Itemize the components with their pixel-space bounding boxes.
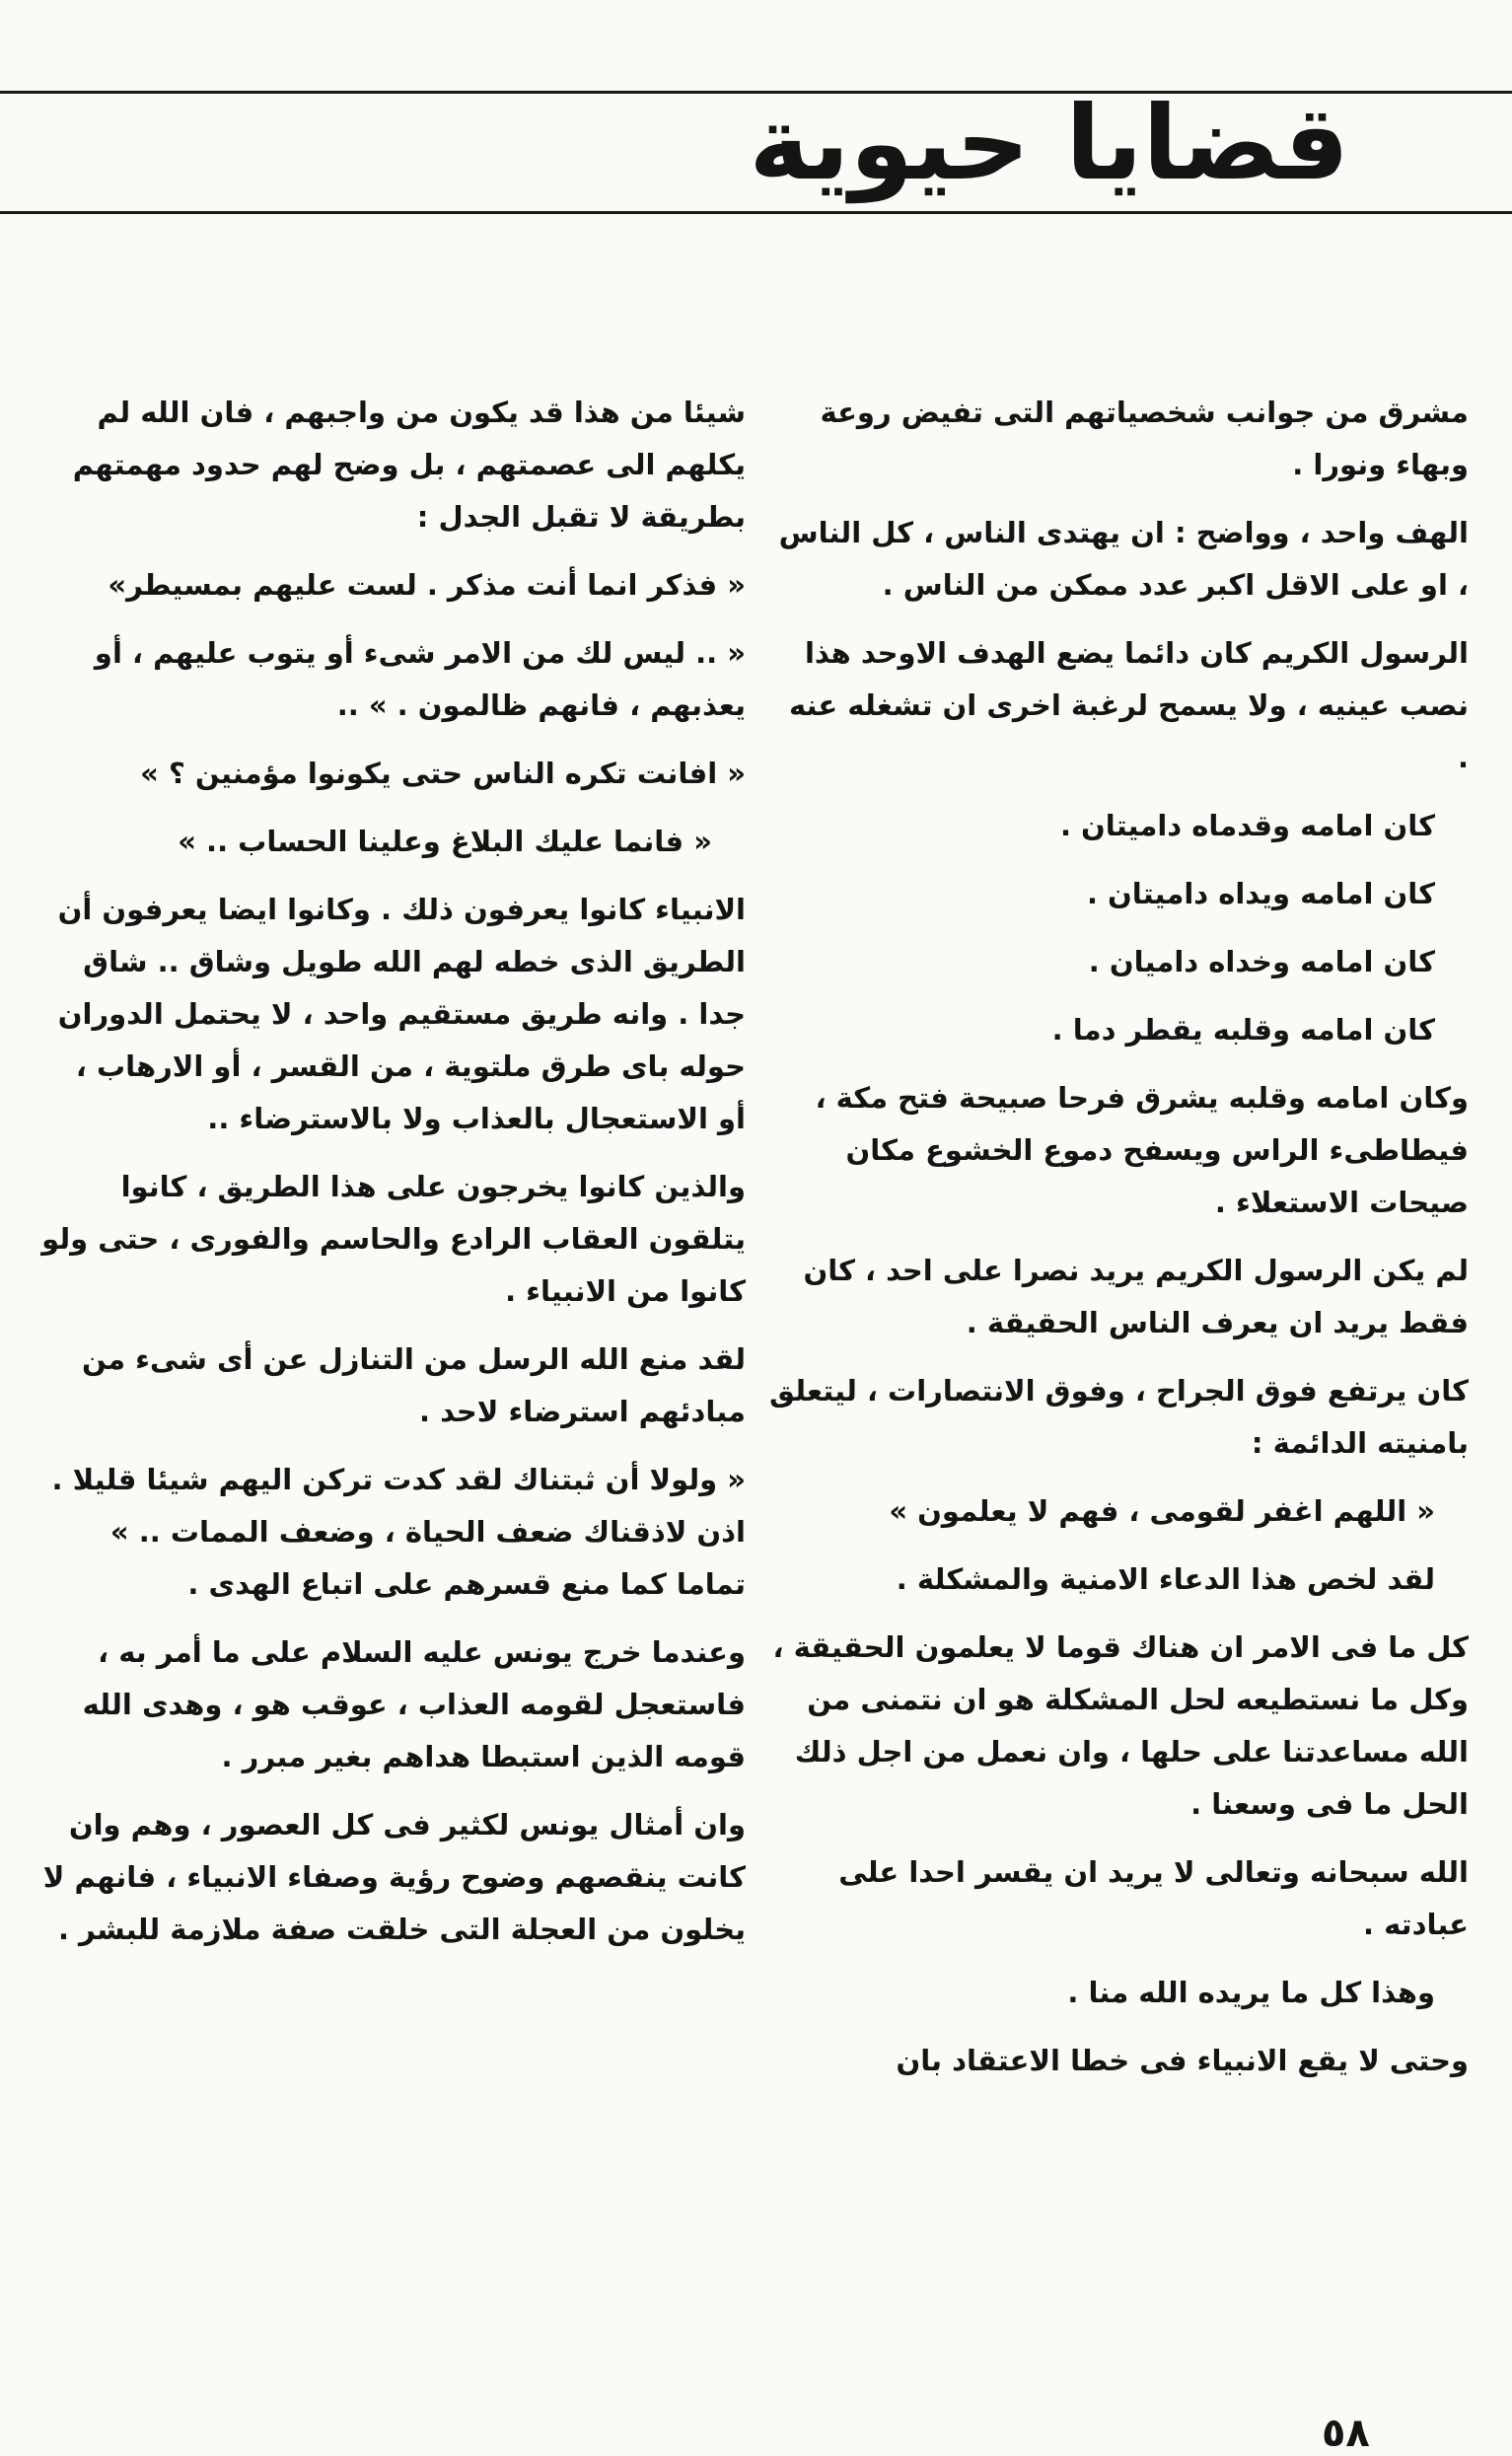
quote: « ولولا أن ثبتناك لقد كدت تركن اليهم شيئا قليلا . اذن لاذقناك ضعف الحياة ، وضعف الممات .. » تماما كما منع قسرهم على اتباع الهدى . — [51, 1463, 746, 1601]
page-number: ٥٨ — [1322, 2411, 1370, 2456]
text-column-right — [768, 387, 1469, 2103]
paragraph: كان يرتفع فوق الجراح ، وفوق الانتصارات ، ليتعلق بامنيته الدائمة : — [768, 1374, 1469, 1460]
paragraph: لم يكن الرسول الكريم يريد نصرا على احد ، كان فقط يريد ان يعرف الناس الحقيقة . — [803, 1254, 1469, 1339]
paragraph: لقد لخص هذا الدعاء الامنية والمشكلة . — [896, 1562, 1435, 1596]
quote: « اللهم اغفر لقومى ، فهم لا يعلمون » — [889, 1494, 1435, 1528]
paragraph: وان أمثال يونس لكثير فى كل العصور ، وهم وان كانت ينقصهم وضوح رؤية وصفاء الانبياء ، فانهم لا يخلون من العجلة التى خلقت صفة ملازمة للبشر . — [42, 1808, 746, 1946]
quote: « فذكر انما أنت مذكر . لست عليهم بمسيطر» — [108, 568, 746, 602]
paragraph: والذين كانوا يخرجون على هذا الطريق ، كانوا يتلقون العقاب الرادع والحاسم والفورى ، حتى ولو كانوا من الانبياء . — [41, 1170, 746, 1308]
quote: « فانما عليك البلاغ وعلينا الحساب .. » — [178, 825, 712, 858]
paragraph: وهذا كل ما يريده الله منا . — [1067, 1976, 1435, 2009]
paragraph: كان امامه وقدماه داميتان . — [1059, 809, 1435, 842]
paragraph: وكان امامه وقلبه يشرق فرحا صبيحة فتح مكة ، فيطاطىء الراس ويسفح دموع الخشوع مكان صيحات الاستعلاء . — [815, 1081, 1469, 1219]
paragraph: مشرق من جوانب شخصياتهم التى تفيض روعة وبهاء ونورا . — [820, 396, 1469, 481]
paragraph: الله سبحانه وتعالى لا يريد ان يقسر احدا على عبادته . — [838, 1855, 1469, 1941]
paragraph: كل ما فى الامر ان هناك قوما لا يعلمون الحقيقة ، وكل ما نستطيعه لحل المشكلة هو ان نتمنى من الله مساعدتنا على حلها ، وان نعمل من اجل ذلك الحل ما فى وسعنا . — [772, 1630, 1469, 1821]
quote: « .. ليس لك من الامر شىء أو يتوب عليهم ، أو يعذبهم ، فانهم ظالمون . » .. — [94, 636, 746, 722]
paragraph: شيئا من هذا قد يكون من واجبهم ، فان الله لم يكلهم الى عصمتهم ، بل وضح لهم حدود مهمتهم بطريقة لا تقبل الجدل : — [72, 396, 746, 534]
paragraph: الانبياء كانوا يعرفون ذلك . وكانوا ايضا يعرفون أن الطريق الذى خطه لهم الله طويل وشاق .. شاق جدا . وانه طريق مستقيم واحد ، لا يحتمل الدوران حوله باى طرق ملتوية ، من القسر ، أو الارهاب ، أو الاستعجال بالعذاب ولا بالاسترضاء .. — [57, 893, 746, 1135]
header-rule-bottom — [0, 211, 1512, 214]
section-title: قضايا حيوية — [749, 83, 1349, 203]
paragraph: وعندما خرج يونس عليه السلام على ما أمر به ، فاستعجل لقومه العذاب ، عوقب هو ، وهدى الله قومه الذين استبطا هداهم بغير مبرر . — [82, 1635, 746, 1773]
paragraph: لقد منع الله الرسل من التنازل عن أى شىء من مبادئهم استرضاء لاحد . — [82, 1342, 746, 1428]
paragraph: الرسول الكريم كان دائما يضع الهدف الاوحد هذا نصب عينيه ، ولا يسمح لرغبة اخرى ان تشغله عنه . — [788, 636, 1469, 774]
paragraph: كان امامه وخداه داميان . — [1088, 945, 1435, 978]
text-column-left — [41, 387, 746, 1972]
paragraph: كان امامه وقلبه يقطر دما . — [1051, 1013, 1435, 1047]
paragraph: كان امامه ويداه داميتان . — [1086, 877, 1435, 910]
quote: « افانت تكره الناس حتى يكونوا مؤمنين ؟ » — [140, 757, 746, 790]
paragraph: وحتى لا يقع الانبياء فى خطا الاعتقاد بان — [896, 2044, 1469, 2077]
paragraph: الهف واحد ، وواضح : ان يهتدى الناس ، كل الناس ، او على الاقل اكبر عدد ممكن من الناس . — [778, 516, 1469, 602]
